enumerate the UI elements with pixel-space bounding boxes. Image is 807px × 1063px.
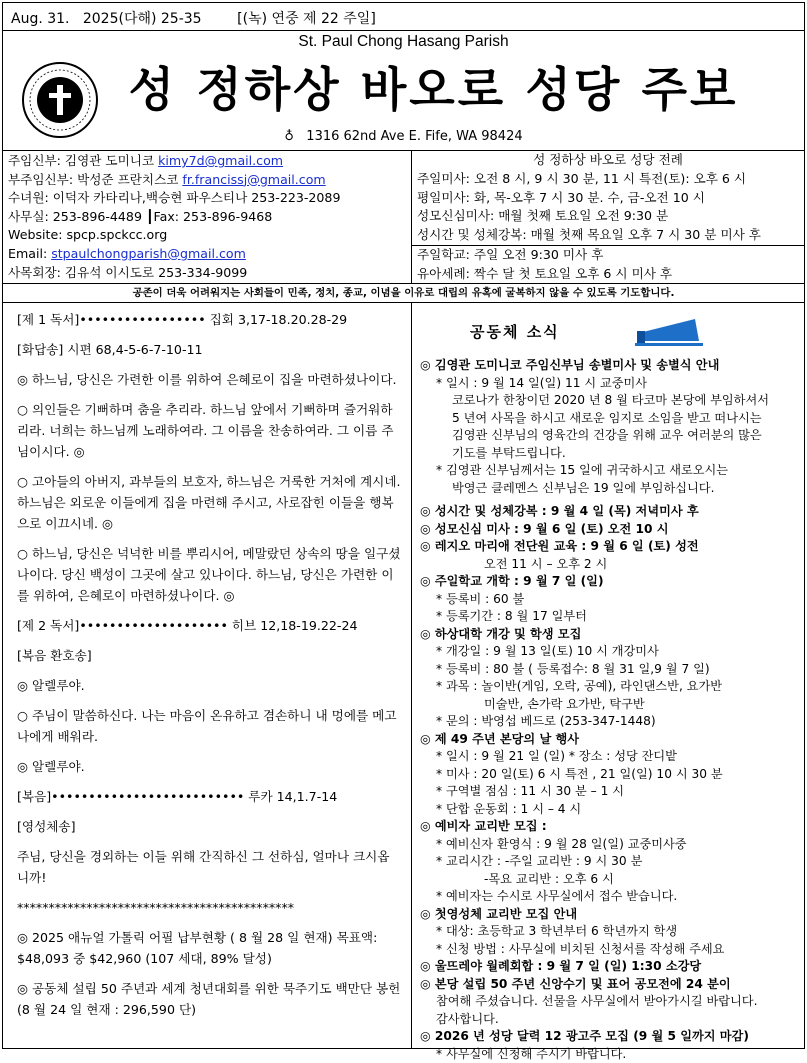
parish-name-en: St. Paul Chong Hasang Parish [3,33,804,51]
date-line: Aug. 31. 2025(다해) 25-35 [(녹) 연중 제 22 주일] [3,3,804,31]
reading-paragraph: ◎ 2025 애뉴얼 가톨릭 어필 납부현황 ( 8 월 28 일 현재) 목표액: $48,093 중 $42,960 (107 세대, 89% 달성) [17,927,401,969]
reading-paragraph: ○ 의인들은 기뻐하며 춤을 추리라. 하느님 앞에서 기뻐하며 즐거워하리라. 너희는 하느님께 노래하여라. 그 이름을 찬송하여라. 그 이름 주님이시다. ◎ [17,399,401,462]
news-heading: ◎ 성시간 및 성체강복 : 9 월 4 일 (목) 저녁미사 후 [420,503,798,521]
staff-line [8,152,406,171]
mass-line: 유아세례: 짝수 달 첫 토요일 오후 6 시 미사 후 [412,265,804,284]
news-item: * 교리시간 : -주일 교리반 : 9 시 30 분 [420,853,798,871]
mass-line: 성시간 및 성체강복: 매월 첫째 목요일 오후 7 시 30 분 미사 후 [412,226,804,245]
news-heading: ◎ 울뜨레야 월례회합 : 9 월 7 일 (일) 1:30 소강당 [420,958,798,976]
news-item: 기도를 부탁드립니다. [420,445,798,463]
news-heading: ◎ 본당 설립 50 주년 신앙수기 및 표어 공모전에 24 분이 [420,976,798,994]
news-item: * 문의 : 박영섭 베드로 (253-347-1448) [420,713,798,731]
reading-paragraph: ◎ 공동체 설립 50 주년과 세계 청년대회를 위한 묵주기도 백만단 봉헌 (8 월 24 일 현재 : 296,590 단) [17,978,401,1020]
reading-paragraph: ◎ 알렐루야. [17,756,401,777]
reading-paragraph: ◎ 알렐루야. [17,675,401,696]
news-heading: ◎ 제 49 주년 본당의 날 행사 [420,731,798,749]
info-section [3,151,804,284]
news-title: 공동체 소식 [470,321,560,342]
bulletin-title: 성 정하상 바오로 성당 주보 [63,53,804,120]
news-item: * 과목 : 놀이반(게임, 오락, 공예), 라인댄스반, 요가반 [420,678,798,696]
mass-title: 성 정하상 바오로 성당 전례 [412,151,804,170]
reading-paragraph: 주님, 당신을 경외하는 이들 위해 간직하신 그 선하심, 얼마나 크시옵니까! [17,846,401,888]
reading-paragraph: ◎ 하느님, 당신은 가련한 이를 위하여 은혜로이 집을 마련하셨나이다. [17,369,401,390]
megaphone-icon [635,317,705,347]
news-item: 김영관 신부님의 영육간의 건강을 위해 교우 여러분의 많은 [420,427,798,445]
mass-line: 평일미사: 화, 목-오후 7 시 30 분. 수, 금-오전 10 시 [412,189,804,208]
news-item: * 신청 방법 : 사무실에 비치된 신청서를 작성해 주세요 [420,941,798,959]
news-item: * 등록비 : 80 불 ( 등록접수: 8 월 31 일,9 월 7 일) [420,661,798,679]
news-item: 감사합니다. [420,1011,798,1029]
staff-line [8,208,406,227]
reading-paragraph: ○ 주님이 말씀하신다. 나는 마음이 온유하고 겸손하니 내 멍에를 메고 나에게 배워라. [17,705,401,747]
masthead [3,31,804,151]
news-item: * 미사 : 20 일(토) 6 시 특전 , 21 일(일) 10 시 30 분 [420,766,798,784]
news-item: * 김영관 신부님께서는 15 일에 귀국하시고 새로오시는 [420,462,798,480]
reading-paragraph: [화답송] 시편 68,4-5-6-7-10-11 [17,339,401,360]
readings-column [3,303,412,1048]
news-column [412,303,804,1048]
reading-paragraph: ○ 고아들의 아버지, 과부들의 보호자, 하느님은 거룩한 거처에 계시네. 하느님은 외로운 이들에게 집을 마련해 주시고, 사로잡힌 이들을 행복으로 이끄시네. ◎ [17,471,401,534]
news-item: 코로나가 한창이던 2020 년 8 월 타코마 본당에 부임하셔서 [420,392,798,410]
staff-label: 사무실: 253-896-4489 ┃Fax: 253-896-9468 [8,209,272,224]
reading-paragraph: [제 2 독서]•••••••••••••••••••• 히브 12,18-19.22-24 [17,615,401,636]
news-header [420,307,798,357]
news-item: * 개강일 : 9 월 13 일(토) 10 시 개강미사 [420,643,798,661]
cross-icon: ♁ [284,129,294,144]
reading-paragraph: [영성체송] [17,816,401,837]
staff-line [8,171,406,190]
news-item: * 예비신자 환영식 : 9 월 28 일(일) 교중미사중 [420,836,798,854]
mass-line: 주일미사: 오전 8 시, 9 시 30 분, 11 시 특전(토): 오후 6 시 [412,170,804,189]
address-line [3,129,804,144]
news-item: 5 년여 사목을 하시고 새로운 임지로 소임을 받고 떠나시는 [420,410,798,428]
news-item: * 사무실에 신청해 주시기 바랍니다. [420,1046,798,1063]
news-item: * 등록기간 : 8 월 17 일부터 [420,608,798,626]
news-heading: ◎ 주일학교 개학 : 9 월 7 일 (일) [420,573,798,591]
reading-paragraph: [복음 환호송] [17,645,401,666]
email-link[interactable]: fr.francissj@gmail.com [182,172,325,187]
address-text: 1316 62nd Ave E. Fife, WA 98424 [306,129,522,144]
staff-line [8,226,406,245]
staff-label: 수녀원: 이덕자 카타리나,백승현 파우스티나 253-223-2089 [8,190,340,205]
news-item: * 구역별 점심 : 11 시 30 분 – 1 시 [420,783,798,801]
news-item: 미술반, 손가락 요가반, 탁구반 [420,696,798,714]
staff-line [8,245,406,264]
news-heading: ◎ 김영관 도미니코 주임신부님 송별미사 및 송별식 안내 [420,357,798,375]
staff-label: 사목회장: 김유석 이시도로 253-334-9099 [8,265,247,280]
news-item: 참여해 주셨습니다. 선물을 사무실에서 받아가시길 바랍니다. [420,993,798,1011]
staff-label: Website: spcp.spckcc.org [8,227,167,242]
staff-line [8,264,406,283]
staff-line [8,189,406,208]
mass-line: 주일학교: 주일 오전 9:30 미사 후 [412,245,804,265]
staff-list [3,151,412,284]
email-link[interactable]: stpaulchongparish@gmail.com [51,246,246,261]
news-heading: ◎ 첫영성체 교리반 모집 안내 [420,906,798,924]
prayer-notice: 공존이 더욱 어려워지는 사회들이 민족, 정치, 종교, 이념을 이유로 대립의 유혹에 굴복하지 않을 수 있도록 기도합니다. [3,284,804,303]
staff-label: 주임신부: 김영관 도미니코 [8,153,158,168]
reading-paragraph: [제 1 독서]••••••••••••••••• 집회 3,17-18.20.28-29 [17,309,401,330]
news-heading: ◎ 성모신심 미사 : 9 월 6 일 (토) 오전 10 시 [420,521,798,539]
news-heading: ◎ 예비자 교리반 모집 : [420,818,798,836]
mass-line: 성모신심미사: 매월 첫째 토요일 오전 9:30 분 [412,207,804,226]
reading-paragraph: [복음]•••••••••••••••••••••••••• 루카 14,1.7-14 [17,786,401,807]
news-heading: ◎ 2026 년 성당 달력 12 광고주 모집 (9 월 5 일까지 마감) [420,1028,798,1046]
news-item: * 일시 : 9 월 14 일(일) 11 시 교중미사 [420,375,798,393]
news-item: 오전 11 시 – 오후 2 시 [420,556,798,574]
staff-label: 부주임신부: 박성준 프란치스코 [8,172,182,187]
news-heading: ◎ 레지오 마리애 전단원 교육 : 9 월 6 일 (토) 성전 [420,538,798,556]
news-item: 박영근 클레멘스 신부님은 19 일에 부임하십니다. [420,480,798,498]
news-list [420,357,798,1063]
news-item: * 단합 운동회 : 1 시 – 4 시 [420,801,798,819]
reading-paragraph: ○ 하느님, 당신은 넉넉한 비를 뿌리시어, 메말랐던 상속의 땅을 일구셨나이다. 당신 백성이 그곳에 살고 있나이다. 하느님, 당신은 가련한 이를 위하여, 은혜로이 마련하셨나이다. ◎ [17,543,401,606]
email-link[interactable]: kimy7d@gmail.com [158,153,283,168]
bulletin-page [2,2,805,1049]
news-item: * 예비자는 수시로 사무실에서 접수 받습니다. [420,888,798,906]
staff-label: Email: [8,246,51,261]
news-item: * 대상: 초등학교 3 학년부터 6 학년까지 학생 [420,923,798,941]
news-item: * 일시 : 9 월 21 일 (일) * 장소 : 성당 잔디밭 [420,748,798,766]
news-item: * 등록비 : 60 불 [420,591,798,609]
reading-paragraph: ******************************************** [17,897,401,918]
news-heading: ◎ 하상대학 개강 및 학생 모집 [420,626,798,644]
news-item: -목요 교리반 : 오후 6 시 [420,871,798,889]
mass-schedule [412,151,804,284]
